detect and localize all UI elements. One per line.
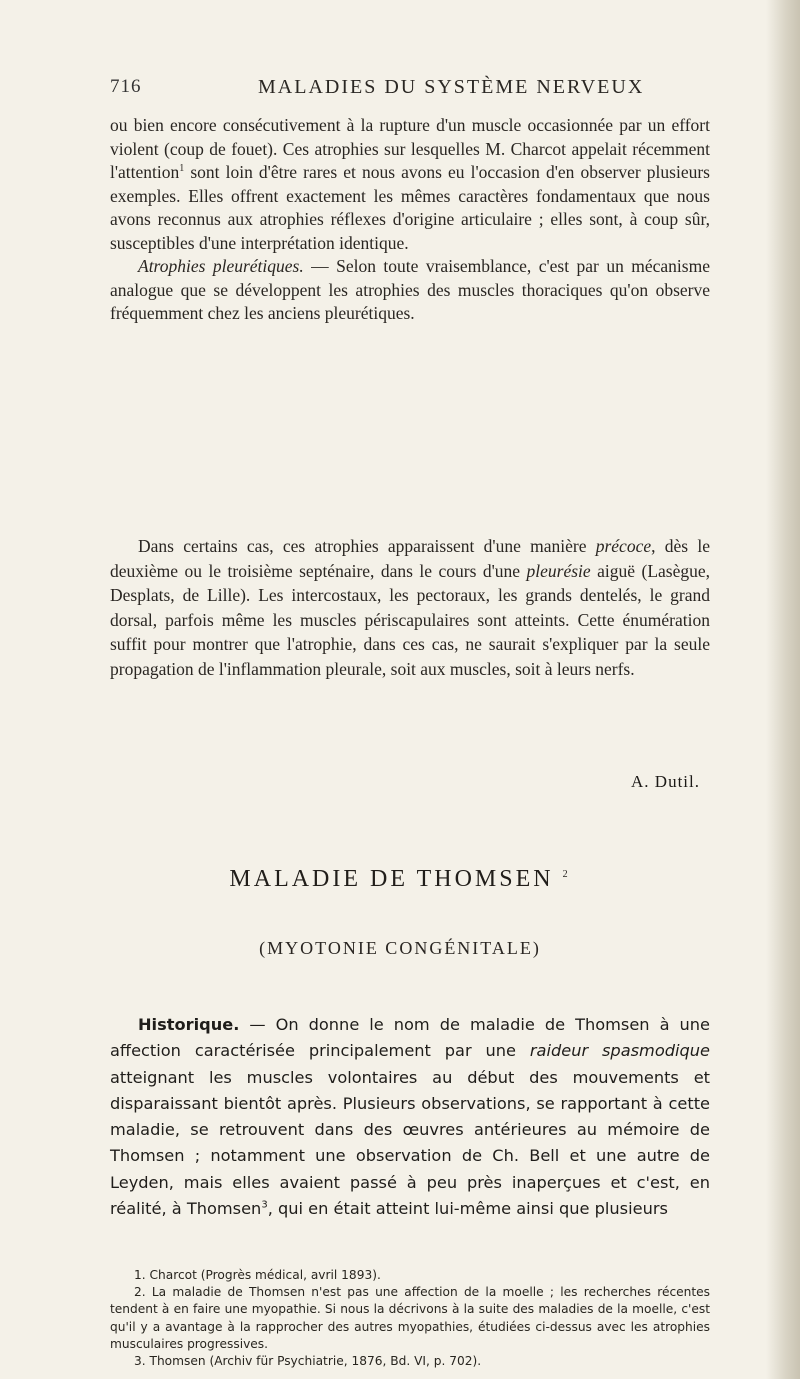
footnotes bbox=[110, 1267, 710, 1370]
chapter-subtitle: (MYOTONIE CONGÉNITALE) bbox=[259, 938, 541, 958]
page-number: 716 bbox=[110, 76, 142, 97]
author-signature: A. Dutil. bbox=[631, 772, 700, 791]
paragraph-atrophies-pleuretiques: Atrophies pleurétiques. — Selon toute vraisemblance, c'est par un mécanisme analogue que se développent les atrophies des muscles thoraciques qu'on observe fréquemment chez les anciens pleurétiques. bbox=[110, 256, 710, 323]
footnote-3: 3. Thomsen (Archiv für Psychiatrie, 1876, Bd. VI, p. 702). bbox=[134, 1354, 482, 1369]
section-lead-pleuretiques: Atrophies pleurétiques. bbox=[138, 256, 304, 276]
footnote-1: 1. Charcot (Progrès médical, avril 1893). bbox=[134, 1268, 381, 1282]
page-header bbox=[110, 76, 710, 106]
section-lead-historique: Historique. bbox=[138, 1015, 240, 1034]
top-text-block-2 bbox=[110, 534, 710, 681]
chapter-title: MALADIE DE THOMSEN $^2$ bbox=[229, 866, 571, 892]
paragraph-atrophies-fouet: ou bien encore consécutivement à la rupture d'un muscle occasionnée par un effort violent (coup de fouet). Ces atrophies sur lesquelles M. Charcot appelait récemment l'attention$^1$ sont loin d'être rares et nous avons eu l'occasion d'en observer plusieurs exemples. Elles offrent exactement les mêmes caractères fondamentaux que nous avons reconnus aux atrophies réflexes d'origine articulaire ; elles sont, à coup sûr, susceptibles d'une interprétation identique. bbox=[110, 115, 710, 253]
footnote-2: 2. La maladie de Thomsen n'est pas une affection de la moelle ; les recherches récentes tendent à en faire une myopathie. Si nous la décrivons à la suite des maladies de la moelle, c'est qu'il y a avantage à la rapprocher des autres myopathies, étudiées ci-dessus avec les atrophies musculaires progressives. bbox=[110, 1285, 710, 1351]
footnote-ref-2: 2 bbox=[562, 869, 571, 880]
page-edge-shadow bbox=[766, 0, 800, 1379]
footnote-ref-1: 1 bbox=[179, 163, 185, 175]
paragraph-historique: Historique. — On donne le nom de maladie de Thomsen à une affection caractérisée principalement par une raideur spasmodique atteignant les muscles volontaires au début des mouvements et disparaissant bientôt après. Plusieurs observations, se rapportant à cette maladie, se retrouvent dans des œuvres antérieures au mémoire de Thomsen ; notamment une observation de Ch. Bell et une autre de Leyden, mais elles avaient passé à peu près inaperçues et c'est, en réalité, à Thomsen$^3$, qui en était atteint lui-même ainsi que plusieurs bbox=[110, 1015, 711, 1219]
running-title: MALADIES DU SYSTÈME NERVEUX bbox=[258, 76, 645, 98]
main-text-block bbox=[110, 1012, 710, 1222]
top-text-block bbox=[110, 114, 710, 326]
paragraph-precoce: Dans certains cas, ces atrophies apparaissent d'une manière précoce, dès le deuxième ou le troisième septénaire, dans le cours d'une pleurésie aiguë (Lasègue, Desplats, de Lille). Les intercostaux, les pectoraux, les grands dentelés, le grand dorsal, parfois même les muscles périscapulaires sont atteints. Cette énumération suffit pour montrer que l'atrophie, dans ces cas, ne saurait s'expliquer par la seule propagation de l'inflammation pleurale, soit aux muscles, soit à leurs nerfs. bbox=[110, 536, 710, 679]
footnote-ref-3: 3 bbox=[261, 1199, 268, 1211]
